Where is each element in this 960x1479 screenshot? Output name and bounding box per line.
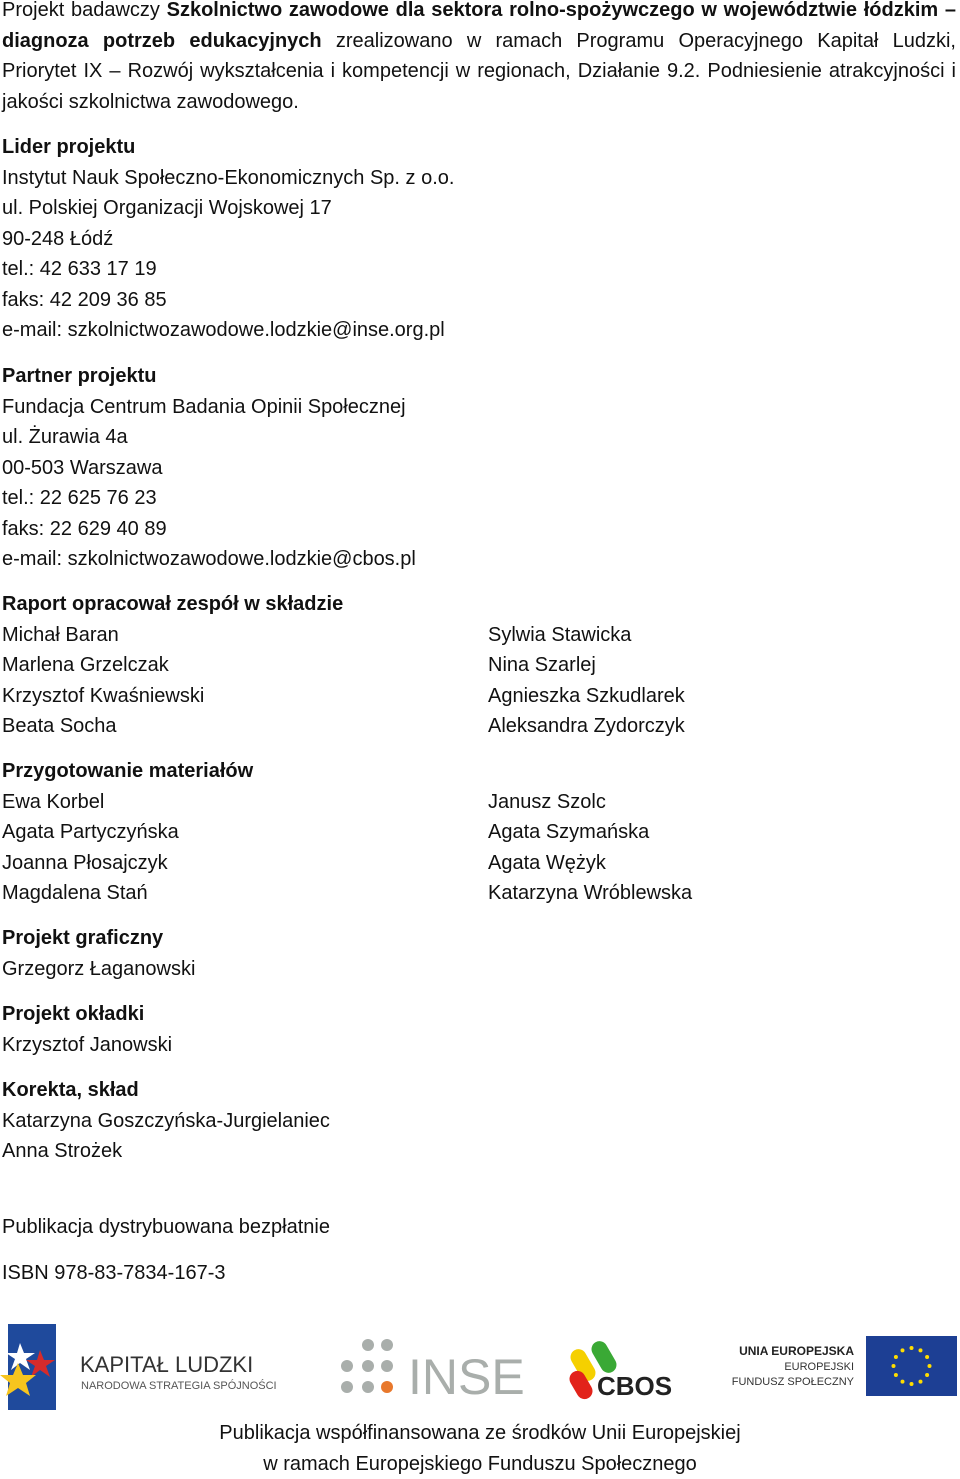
kapital-ludzki-logo xyxy=(0,1324,277,1410)
section-heading: Raport opracował zespół w składzie xyxy=(2,589,343,620)
svg-text:NARODOWA STRATEGIA SPÓJNOŚCI: NARODOWA STRATEGIA SPÓJNOŚCI xyxy=(81,1379,277,1392)
svg-text:FUNDUSZ SPOŁECZNY: FUNDUSZ SPOŁECZNY xyxy=(732,1376,855,1388)
cbos-logo xyxy=(567,1338,673,1402)
materials-section xyxy=(2,756,253,909)
eu-star-icon xyxy=(894,1355,898,1359)
proof-member: Anna Strożek xyxy=(2,1136,330,1167)
leader-line: ul. Polskiej Organizacji Wojskowej 17 xyxy=(2,193,454,224)
team-member: Krzysztof Kwaśniewski xyxy=(2,681,343,712)
eu-star-icon xyxy=(901,1380,905,1384)
partner-section xyxy=(2,361,416,575)
materials-member: Joanna Płosajczyk xyxy=(2,848,253,879)
intro-text: Projekt badawczy xyxy=(2,0,167,21)
section-heading: Lider projektu xyxy=(2,132,454,163)
section-heading: Korekta, skład xyxy=(2,1075,330,1106)
partner-email: e-mail: szkolnictwozawodowe.lodzkie@cbos.pl xyxy=(2,544,416,575)
eu-logo xyxy=(732,1336,957,1396)
team-member: Sylwia Stawicka xyxy=(488,620,685,651)
eu-star-icon xyxy=(919,1348,923,1352)
project-title: Szkolnictwo zawodowe dla sektora rolno-spożywczego w województwie łódzkim – diagnoza potrzeb edukacyjnych xyxy=(2,0,956,52)
intro-text: zrealizowano w ramach Programu Operacyjnego Kapitał Ludzki, Priorytet IX – Rozwój wykształcenia i kompetencji w regionach, Działanie 9.2. Podniesienie atrakcyjności i jakości szkolnictwa zawodowego. xyxy=(2,30,956,113)
leader-line: 90-248 Łódź xyxy=(2,224,454,255)
team-member: Nina Szarlej xyxy=(488,650,685,681)
intro-paragraph xyxy=(2,0,956,117)
svg-text:CBOS: CBOS xyxy=(597,1371,672,1401)
leader-line: faks: 42 209 36 85 xyxy=(2,285,454,316)
svg-text:INSE: INSE xyxy=(408,1349,525,1405)
isbn: ISBN 978-83-7834-167-3 xyxy=(2,1258,225,1289)
team-member: Aleksandra Zydorczyk xyxy=(488,711,685,742)
cover-designer: Krzysztof Janowski xyxy=(2,1030,172,1061)
team-member: Beata Socha xyxy=(2,711,343,742)
eu-star-icon xyxy=(892,1364,896,1368)
team-section xyxy=(2,589,343,742)
partner-line: 00-503 Warszawa xyxy=(2,453,416,484)
proof-member: Katarzyna Goszczyńska-Jurgielaniec xyxy=(2,1106,330,1137)
cover-section xyxy=(2,999,172,1060)
eu-star-icon xyxy=(919,1380,923,1384)
svg-text:EUROPEJSKI: EUROPEJSKI xyxy=(784,1361,854,1373)
materials-member: Agata Szymańska xyxy=(488,817,692,848)
section-heading: Projekt okładki xyxy=(2,999,172,1030)
logos-graphic xyxy=(0,1318,960,1414)
partner-line: tel.: 22 625 76 23 xyxy=(2,483,416,514)
leader-line: tel.: 42 633 17 19 xyxy=(2,254,454,285)
eu-star-icon xyxy=(901,1348,905,1352)
svg-text:KAPITAŁ LUDZKI: KAPITAŁ LUDZKI xyxy=(80,1352,253,1377)
materials-member: Katarzyna Wróblewska xyxy=(488,878,692,909)
distribution-note: Publikacja dystrybuowana bezpłatnie xyxy=(2,1212,330,1243)
materials-member: Agata Partyczyńska xyxy=(2,817,253,848)
materials-member: Janusz Szolc xyxy=(488,787,692,818)
footer xyxy=(0,1418,960,1479)
team-member: Michał Baran xyxy=(2,620,343,651)
footer-line: w ramach Europejskiego Funduszu Społecznego xyxy=(0,1449,960,1479)
partner-line: faks: 22 629 40 89 xyxy=(2,514,416,545)
proof-section xyxy=(2,1075,330,1167)
graphic-section xyxy=(2,923,195,984)
footer-line: Publikacja współfinansowana ze środków Unii Europejskiej xyxy=(0,1418,960,1449)
team-right-column xyxy=(488,620,685,742)
leader-section xyxy=(2,132,454,346)
eu-star-icon xyxy=(910,1382,914,1386)
inse-logo xyxy=(341,1339,525,1405)
section-heading: Partner projektu xyxy=(2,361,416,392)
leader-line: Instytut Nauk Społeczno-Ekonomicznych Sp. z o.o. xyxy=(2,163,454,194)
eu-star-icon xyxy=(894,1373,898,1377)
materials-member: Magdalena Stań xyxy=(2,878,253,909)
materials-member: Ewa Korbel xyxy=(2,787,253,818)
section-heading: Projekt graficzny xyxy=(2,923,195,954)
leader-email: e-mail: szkolnictwozawodowe.lodzkie@inse.org.pl xyxy=(2,315,454,346)
graphic-designer: Grzegorz Łaganowski xyxy=(2,954,195,985)
eu-star-icon xyxy=(925,1373,929,1377)
partner-line: Fundacja Centrum Badania Opinii Społecznej xyxy=(2,392,416,423)
eu-star-icon xyxy=(928,1364,932,1368)
partner-line: ul. Żurawia 4a xyxy=(2,422,416,453)
materials-member: Agata Wężyk xyxy=(488,848,692,879)
materials-right-column xyxy=(488,787,692,909)
eu-star-icon xyxy=(910,1346,914,1350)
logo-strip xyxy=(0,1318,960,1414)
team-member: Marlena Grzelczak xyxy=(2,650,343,681)
section-heading: Przygotowanie materiałów xyxy=(2,756,253,787)
svg-text:UNIA EUROPEJSKA: UNIA EUROPEJSKA xyxy=(739,1344,854,1358)
team-member: Agnieszka Szkudlarek xyxy=(488,681,685,712)
eu-star-icon xyxy=(925,1355,929,1359)
